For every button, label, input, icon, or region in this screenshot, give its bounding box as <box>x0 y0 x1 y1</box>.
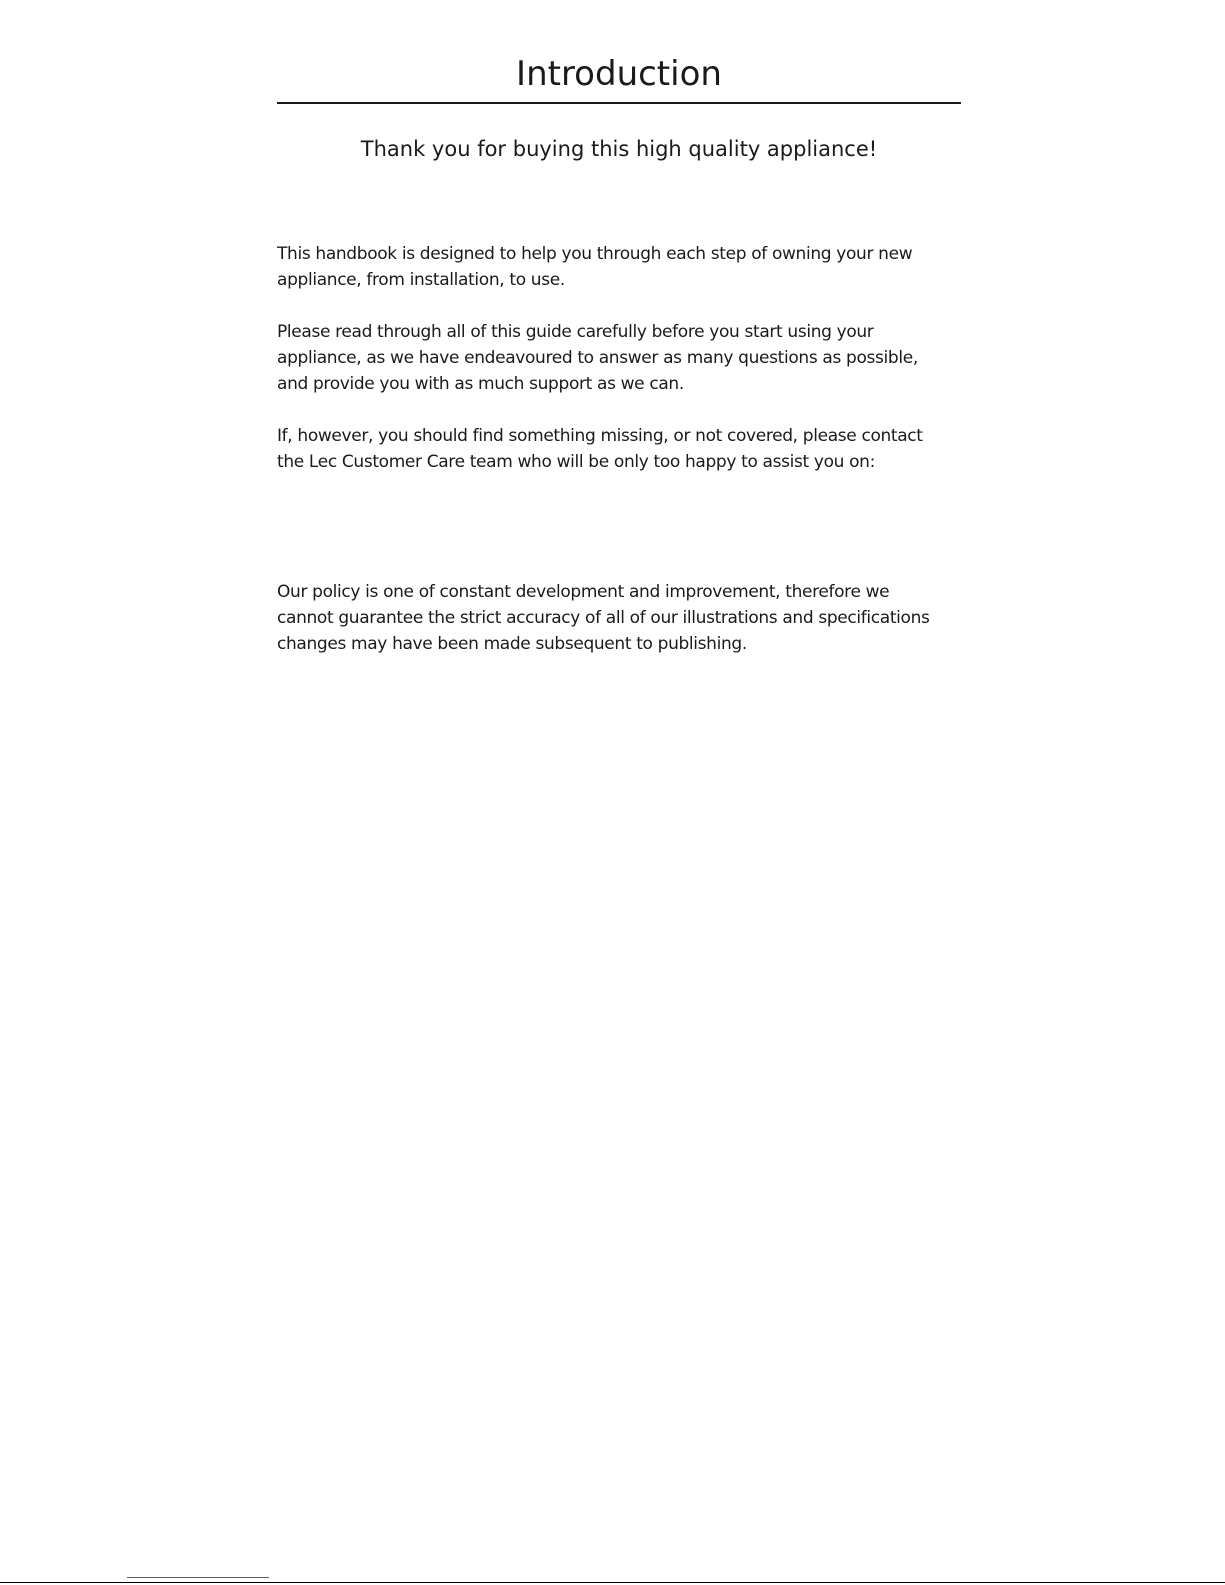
paragraph-line: appliance, as we have endeavoured to answer as many questions as possible, <box>277 348 918 368</box>
paragraph-line: Our policy is one of constant development and improvement, therefore we <box>277 582 890 602</box>
intro-paragraph-customer-care <box>277 423 977 475</box>
footer-link-underline <box>127 1577 269 1578</box>
paragraph-line: appliance, from installation, to use. <box>277 270 565 290</box>
paragraph-line: cannot guarantee the strict accuracy of all of our illustrations and specifications <box>277 608 930 628</box>
page-title: Introduction <box>516 54 722 94</box>
paragraph-line: changes may have been made subsequent to publishing. <box>277 634 747 654</box>
paragraph-line: If, however, you should find something missing, or not covered, please contact <box>277 426 923 446</box>
paragraph-line: the Lec Customer Care team who will be only too happy to assist you on: <box>277 452 875 472</box>
title-divider <box>277 102 961 104</box>
paragraph-line: This handbook is designed to help you through each step of owning your new <box>277 244 913 264</box>
intro-paragraph-policy <box>277 579 977 657</box>
intro-paragraph-handbook <box>277 241 977 293</box>
page-bottom-rule <box>0 1582 1225 1583</box>
paragraph-line: Please read through all of this guide carefully before you start using your <box>277 322 874 342</box>
thank-you-subtitle: Thank you for buying this high quality appliance! <box>360 137 878 161</box>
intro-paragraph-read-guide <box>277 319 977 397</box>
paragraph-line: and provide you with as much support as we can. <box>277 374 684 394</box>
